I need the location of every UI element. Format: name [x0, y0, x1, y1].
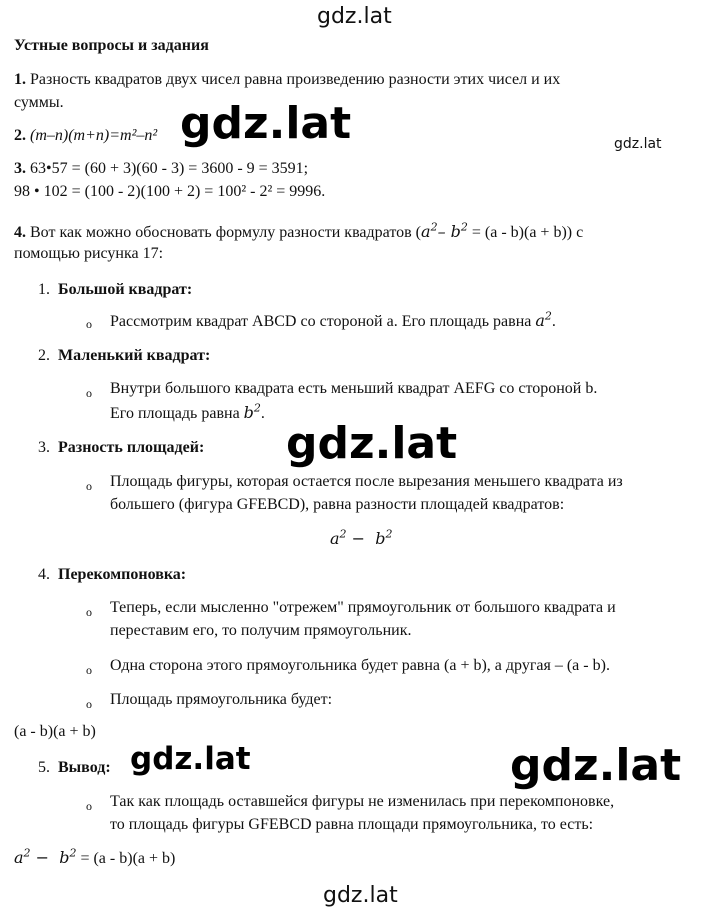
- bullet-text: Так как площадь оставшейся фигуры не изменилась при перекомпоновке,: [110, 793, 615, 810]
- item-title: Разность площадей:: [58, 439, 205, 456]
- watermark: gdz.lat: [180, 98, 352, 149]
- watermark: gdz.lat: [614, 136, 662, 152]
- watermark: gdz.lat: [317, 4, 392, 29]
- formula: (m–n)(m+n)=m²–n²: [30, 127, 158, 144]
- question-4: [14, 222, 583, 242]
- item-number: 5.: [38, 759, 50, 776]
- watermark: gdz.lat: [510, 740, 682, 791]
- formula-result: (a - b)(a + b): [14, 723, 96, 740]
- item-number: 3.: [38, 439, 50, 456]
- question-2: [14, 127, 157, 145]
- item-title: Большой квадрат:: [58, 281, 193, 298]
- bullet-text: Площадь прямоугольника будет:: [110, 691, 333, 708]
- question-3: [14, 160, 308, 178]
- question-text: = (a - b)(a + b)) с: [467, 224, 584, 241]
- question-number: 3.: [14, 160, 26, 177]
- bullet-text: Внутри большого квадрата есть меньший квадрат AEFG со стороной b.: [110, 380, 598, 397]
- section-heading: Устные вопросы и задания: [14, 37, 209, 54]
- item-title: Перекомпоновка:: [58, 566, 187, 583]
- bullet-text: то площадь фигуры GFEBCD равна площади прямоугольника, то есть:: [110, 816, 594, 833]
- question-1-cont: суммы.: [14, 94, 64, 111]
- formula-final: $a^2 - b^2 = (a - b)(a + b)$: [14, 846, 176, 867]
- watermark: gdz.lat: [130, 741, 251, 777]
- list-item: [38, 347, 210, 365]
- item-number: 1.: [38, 281, 50, 298]
- bullet-text: Рассмотрим квадрат ABCD со стороной a. Его площадь равна $a^2$.: [110, 309, 556, 330]
- item-title: Маленький квадрат:: [58, 347, 211, 364]
- bullet-icon: o: [86, 605, 92, 619]
- list-item: [38, 759, 111, 777]
- question-text: Разность квадратов двух чисел равна произведению разности этих чисел и их: [26, 71, 561, 88]
- question-3-cont: 98 • 102 = (100 - 2)(100 + 2) = 100² - 2² = 9996.: [14, 183, 326, 200]
- bullet-text: Его площадь равна $b^2$.: [110, 401, 265, 422]
- bullet-icon: o: [86, 663, 92, 677]
- question-text: Вот как можно обосновать формулу разности квадратов (: [26, 224, 422, 241]
- question-number: 4.: [14, 224, 26, 241]
- question-1: [14, 71, 560, 89]
- bullet-text: Площадь фигуры, которая остается после вырезания меньшего квадрата из: [110, 473, 623, 490]
- list-item: [38, 281, 192, 299]
- watermark: gdz.lat: [286, 418, 458, 469]
- question-4-cont: помощью рисунка 17:: [14, 245, 164, 262]
- bullet-icon: o: [86, 479, 92, 493]
- formula: $a^2 - b^2$: [330, 527, 393, 548]
- bullet-icon: o: [86, 317, 92, 331]
- question-number: 2.: [14, 127, 26, 144]
- watermark: gdz.lat: [323, 883, 398, 908]
- item-title: Вывод:: [58, 759, 111, 776]
- item-number: 4.: [38, 566, 50, 583]
- bullet-text: Одна сторона этого прямоугольника будет равна (a + b), а другая – (a - b).: [110, 657, 610, 674]
- list-item: [38, 439, 204, 457]
- list-item: [38, 566, 186, 584]
- bullet-icon: o: [86, 386, 92, 400]
- formula: $a^2-$ $b^2$: [421, 220, 468, 241]
- question-text: 63•57 = (60 + 3)(60 - 3) = 3600 - 9 = 3591;: [26, 160, 309, 177]
- bullet-text: большего (фигура GFEBCD), равна разности площадей квадратов:: [110, 496, 565, 513]
- bullet-text: переставим его, то получим прямоугольник.: [110, 622, 412, 639]
- bullet-text: Теперь, если мысленно "отрежем" прямоугольник от большого квадрата и: [110, 599, 616, 616]
- bullet-icon: o: [86, 697, 92, 711]
- item-number: 2.: [38, 347, 50, 364]
- bullet-icon: o: [86, 799, 92, 813]
- question-number: 1.: [14, 71, 26, 88]
